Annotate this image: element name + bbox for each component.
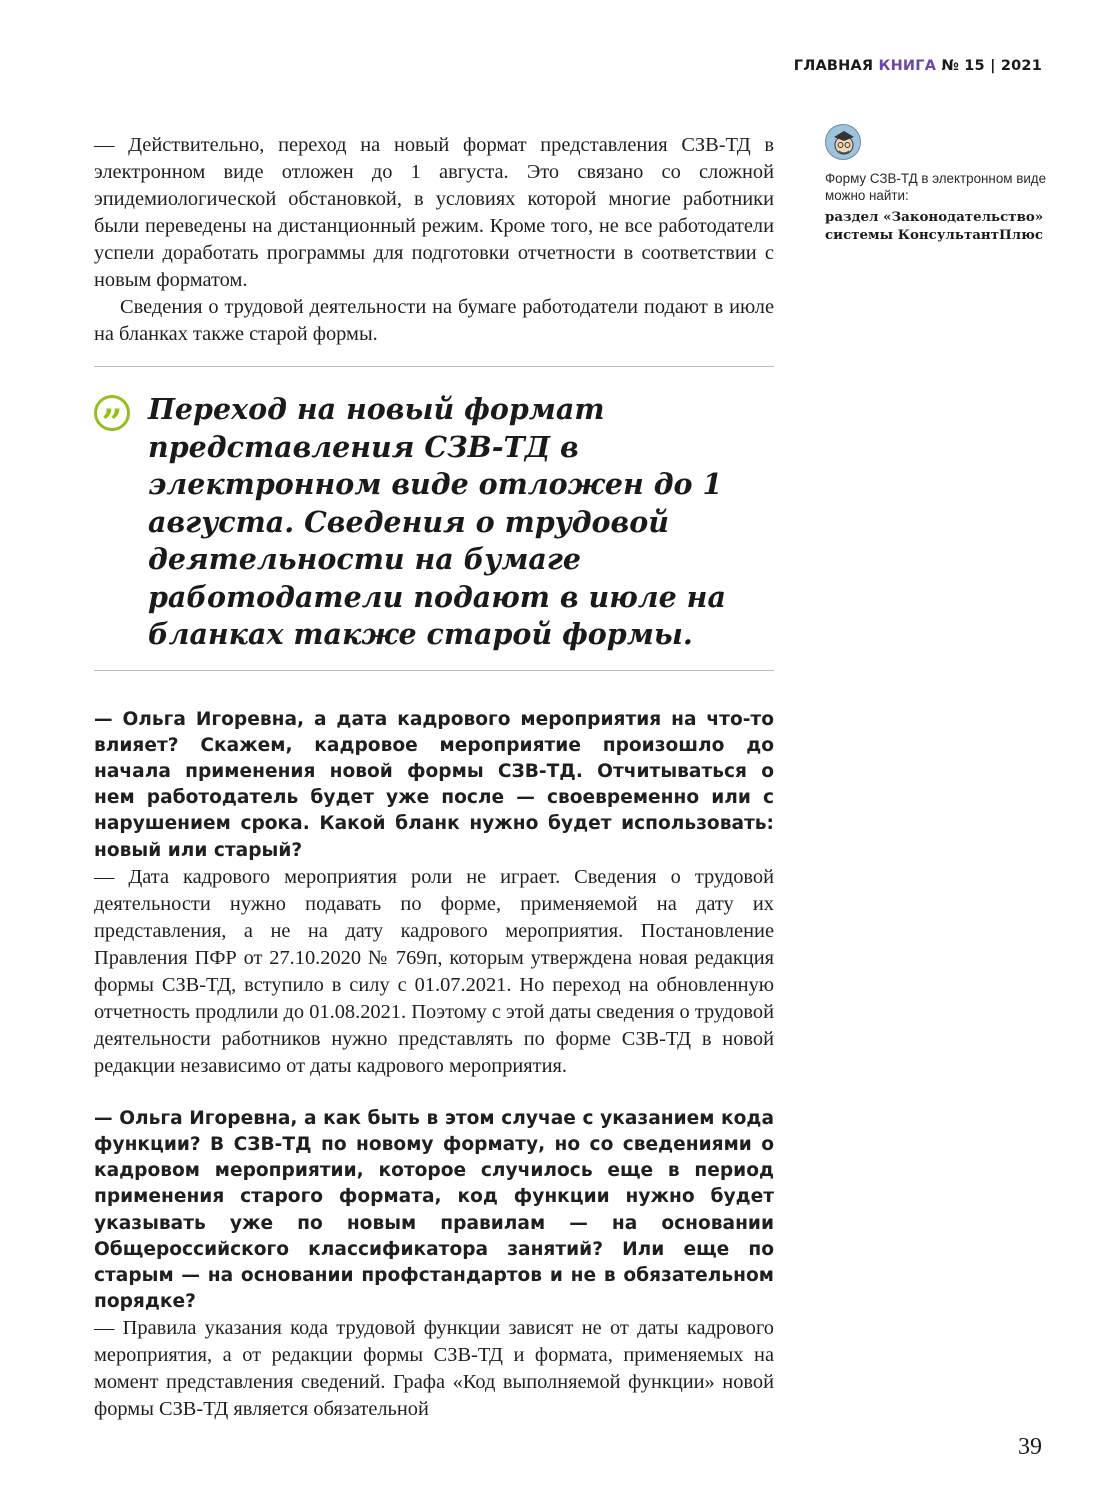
question-2: — Ольга Игоревна, а как быть в этом случае с указанием кода функции? В СЗВ-ТД по новому формату, но со сведениями о кадровом мероприятии, которое случилось еще в период применения старого формата, код функции нужно будет указывать уже по новым правилам — на основании Общероссийского классификатора занятий? Или еще по старым — на основании профстандартов и не в обязательном порядке? [94, 1107, 774, 1313]
answer-1: — Дата кадрового мероприятия роли не играет. Сведения о трудовой деятельности нужно подавать по форме, применяемой на дату их представления, а не на дату кадрового мероприятия. Постановление Правления ПФР от 27.10.2020 № 769п, которым утверждена новая редакция формы СЗВ-ТД, вступило в силу с 01.07.2021. Но переход на обновленную отчетность продлили до 01.08.2021. Поэтому с этой даты сведения о трудовой деятельности работников нужно представлять по форме СЗВ-ТД в новой редакции независимо от даты кадрового мероприятия. [94, 865, 774, 1077]
sidebar-reference: раздел «Законодательство» системы КонсультантПлюс [825, 209, 1044, 243]
pull-quote [94, 367, 774, 670]
magazine-title-book: КНИГА [878, 58, 937, 74]
question-1: — Ольга Игоревна, а дата кадрового мероприятия на что-то влияет? Скажем, кадровое мероприятие произошло до начала применения новой формы СЗВ-ТД. Отчитываться о нем работодатель будет уже после — своевременно или с нарушением срока. Какой бланк нужно будет использовать: новый или старый? [94, 708, 774, 861]
page-number: 39 [1018, 1434, 1042, 1460]
answer-2: — Правила указания кода трудовой функции зависят не от даты кадрового мероприятия, а от редакции формы СЗВ-ТД и формата, применяемых на момент представления сведений. Графа «Код выполняемой функции» новой формы СЗВ-ТД является обязательной [94, 1317, 774, 1421]
magazine-title-main: ГЛАВНАЯ [793, 58, 874, 74]
article-body [94, 132, 774, 1423]
quote-mark-icon: ” [94, 395, 130, 431]
sidebar [825, 124, 1050, 244]
magazine-header [794, 58, 1042, 74]
pull-quote-text: Переход на новый формат представления СЗВ-ТД в электронном виде отложен до 1 августа. Сведения о трудовой деятельности на бумаге работодатели подают в июле на бланках также старой формы. [148, 392, 726, 651]
sidebar-note: Форму СЗВ-ТД в электронном виде можно найти: [825, 171, 1047, 203]
issue-label: № 15 | 2021 [941, 58, 1042, 74]
paragraph-paper: Сведения о трудовой деятельности на бумаге работодатели подают в июле на бланках также старой формы. [94, 296, 774, 345]
paragraph-intro: — Действительно, переход на новый формат представления СЗВ-ТД в электронном виде отложен до 1 августа. Это связано со сложной эпидемиологической обстановкой, в условиях которой многие работники были переведены на дистанционный режим. Кроме того, не все работодатели успели доработать программы для подготовки отчетности в соответствии с новым форматом. [94, 134, 774, 291]
professor-avatar-icon [825, 124, 861, 160]
